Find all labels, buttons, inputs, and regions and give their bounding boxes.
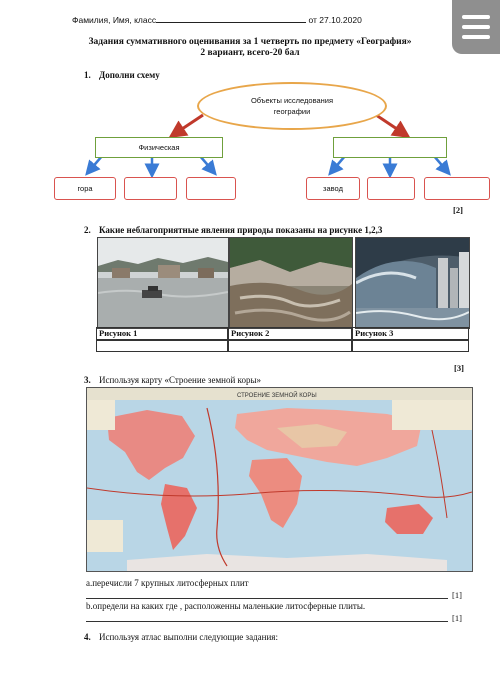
q3-a-answer-line[interactable] [86,598,448,599]
right-item-2-input[interactable] [367,177,415,200]
q3-number: 3. [84,375,91,385]
caption-1: Рисунок 1 [96,327,228,340]
scheme-root: Объекты исследования географии [197,82,387,130]
q4-number: 4. [84,632,91,642]
q1-text: Дополни схему [99,70,160,80]
date-label: от 27.10.2020 [308,15,362,25]
title-line-2: 2 вариант, всего-20 бал [200,48,300,58]
right-category-input[interactable] [333,137,447,158]
figure-2-mudflow-image [229,237,353,329]
arrow-right [376,115,403,133]
right-item-1: завод [306,177,360,200]
map-title: СТРОЕНИЕ ЗЕМНОЙ КОРЫ [237,393,317,399]
q3-b-score: [1] [452,613,462,623]
name-label: Фамилия, Имя, класс [72,15,157,25]
title-line-1: Задания суммативного оценивания за 1 четверть по предмету «География» [88,37,412,47]
q4-text: Используя атлас выполни следующие задания: [99,632,278,642]
arrow-left [176,115,203,133]
answer-cell-2[interactable] [228,340,352,352]
q2-text: Какие неблагоприятные явления природы показаны на рисунке 1,2,3 [99,225,383,235]
q2-number: 2. [84,225,91,235]
answer-cell-3[interactable] [352,340,469,352]
left-category: Физическая [95,137,223,158]
right-item-3-input[interactable] [424,177,490,200]
answer-cell-1[interactable] [96,340,228,352]
left-item-2-input[interactable] [124,177,177,200]
figure-1-flood-image [97,237,229,329]
q3-text: Используя карту «Строение земной коры» [99,375,261,385]
caption-3: Рисунок 3 [352,327,469,340]
caption-2: Рисунок 2 [228,327,352,340]
q2-score: [3] [454,363,464,373]
left-item-1: гора [54,177,116,200]
q3-a-score: [1] [452,590,462,600]
q3-b-answer-line[interactable] [86,621,448,622]
figure-3-tsunami-image [355,237,470,329]
q1-number: 1. [84,70,91,80]
q3-a-text: а.перечисли 7 крупных литосферных плит [86,578,249,588]
q3-b-text: b.определи на каких где , расположенны маленькие литосферные плиты. [86,601,366,611]
left-item-3-input[interactable] [186,177,236,200]
q1-score: [2] [453,205,463,215]
tectonic-map [86,387,473,572]
